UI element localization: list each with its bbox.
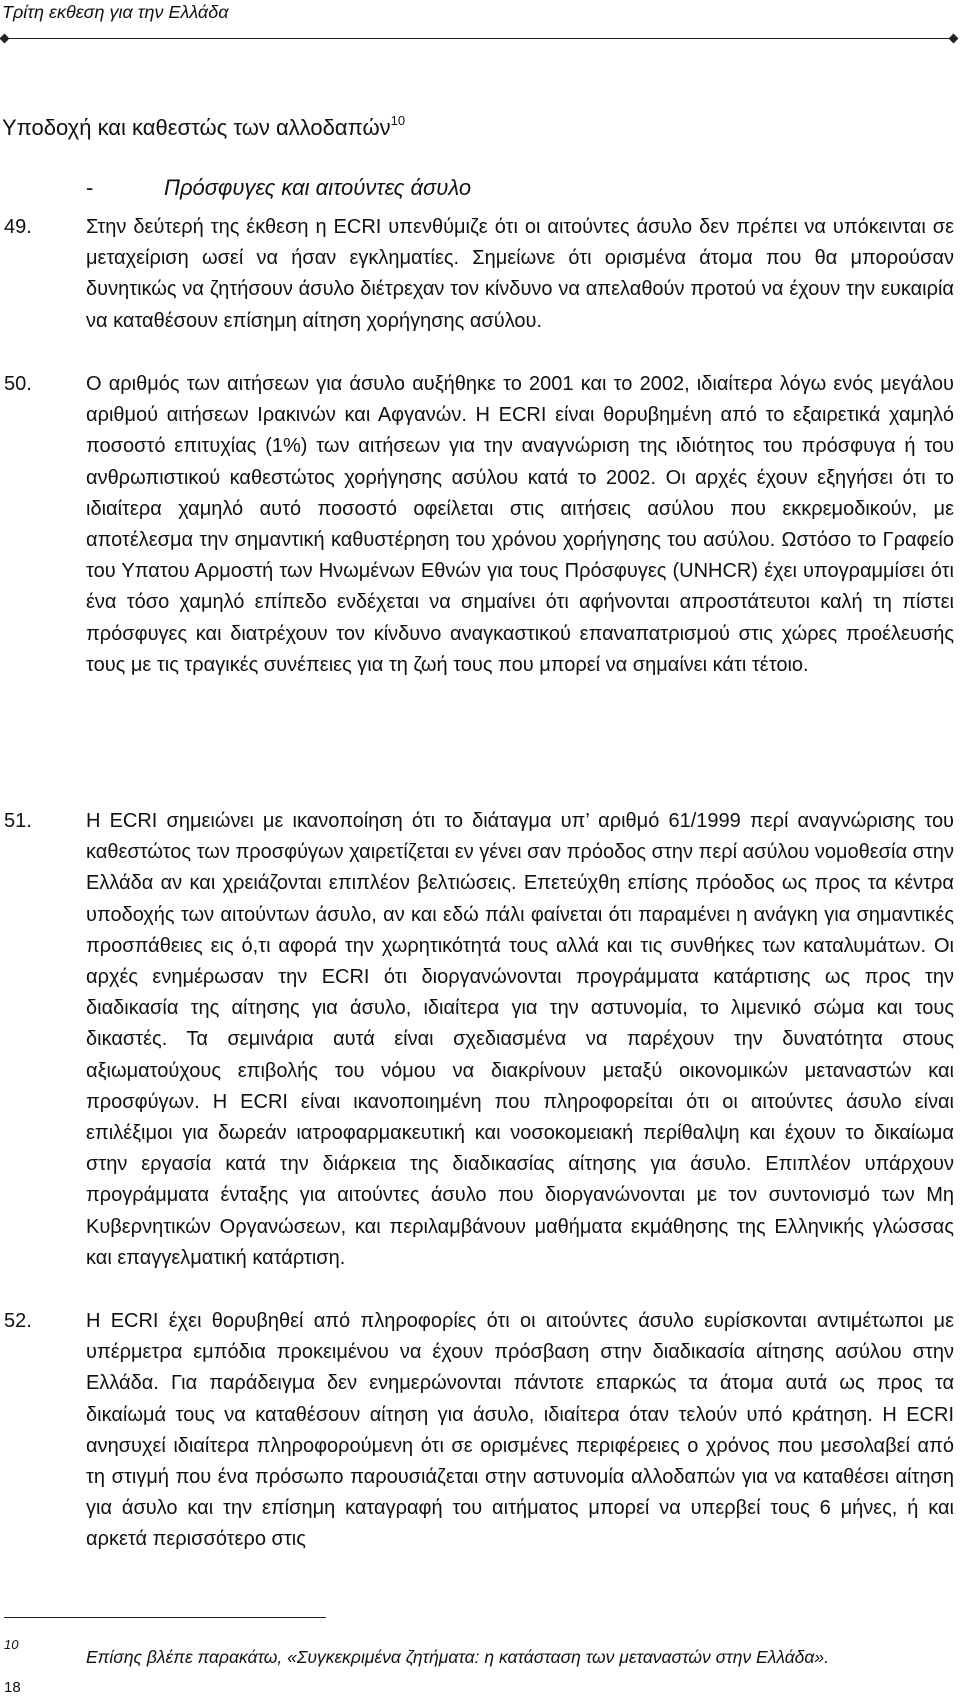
section-heading: [2, 114, 405, 142]
paragraph-number: 49.: [4, 216, 32, 238]
section-heading-text: Υποδοχή και καθεστώς των αλλοδαπών: [2, 115, 391, 140]
running-header-title: Τρίτη εκθεση για την Ελλάδα: [2, 2, 229, 22]
paragraph-text: Η ECRI σημειώνει με ικανοποίηση ότι το διάταγμα υπ’ αριθμό 61/1999 περί αναγνώρισης του καθεστώτος των προσφύγων χαιρετίζεται εν γένει σαν πρόοδος στην περί ασύλου νομοθεσία στην Ελλάδα αν και χρειάζονται επιπλέον βελτιώσεις. Επετεύχθη επίσης πρόοδος ως προς τα κέντρα υποδοχής των αιτούντων άσυλο, αν και εδώ πάλι φαίνεται ότι παραμένει η ανάγκη για σημαντικές προσπάθειες εις ό,τι αφορά την χωρητικότητά τους αλλά και τις συνθήκες των καταλυμάτων. Οι αρχές ενημέρωσαν την ECRI ότι διοργανώνονται προγράμματα κατάρτισης ως προς την διαδικασία της αίτησης για άσυλο, ιδιαίτερα για την αστυνομία, το λιμενικό σώμα και τους δικαστές. Τα σεμινάρια αυτά είναι σχεδιασμένα να παρέχουν την δυνατότητα στους αξιωματούχους επιβολής του νόμου να διακρίνουν μεταξύ οικονομικών μεταναστών και προσφύγων. Η ECRI είναι ικανοποιημένη που πληροφορείται ότι οι αιτούντες άσυλο είναι επιλέξιμοι για δωρεάν ιατροφαρμακευτική και νοσοκομειακή περίθαλψη και έχουν το δικαίωμα στην εργασία κατά την διάρκεια της διαδικασίας αίτησης για άσυλο. Επιπλέον υπάρχουν προγράμματα ένταξης για αιτούντες άσυλο που διοργανώνονται με τον συντονισμό των Μη Κυβερνητικών Οργανώσεων, και περιλαμβάνουν μαθήματα εκμάθησης της Ελληνικής γλώσσας και επαγγελματική κατάρτιση.: [86, 810, 954, 1269]
header-rule-line: [4, 38, 954, 39]
header-rule-left-diamond: [0, 34, 9, 44]
paragraph-number: 52.: [4, 1310, 32, 1332]
paragraph-text: Η ECRI έχει θορυβηθεί από πληροφορίες ότι οι αιτούντες άσυλο ευρίσκονται αντιμέτωποι με υπέρμετρα εμπόδια προκειμένου να έχουν πρόσβαση στην διαδικασία αίτησης ασύλου στην Ελλάδα. Για παράδειγμα δεν ενημερώνονται πάντοτε επαρκώς τα άτομα αυτά ως προς τα δικαίωμά τους να καταθέσουν αίτηση για άσυλο, ιδιαίτερα όταν τελούν υπό κράτηση. Η ECRI ανησυχεί ιδιαίτερα πληροφορούμενη ότι σε ορισμένες περιφέρειες ο χρόνος που μεσολαβεί από τη στιγμή που ένα πρόσωπο παρουσιάζεται στην αστυνομία αλλοδαπών για να καταθέσει αίτηση για άσυλο και την επίσημη καταγραφή του αιτήματος μπορεί να υπερβεί τους 6 μήνες, ή και αρκετά περισσότερο στις: [86, 1310, 954, 1551]
page-number: 18: [4, 1679, 21, 1696]
subheading-text: Πρόσφυγες και αιτούντες άσυλο: [164, 175, 472, 200]
heading-footnote-ref[interactable]: 10: [390, 113, 406, 128]
footnote-text: Επίσης βλέπε παρακάτω, «Συγκεκριμένα ζητήματα: η κατάσταση των μεταναστών στην Ελλάδα».: [86, 1647, 829, 1667]
paragraph-text: Ο αριθμός των αιτήσεων για άσυλο αυξήθηκε το 2001 και το 2002, ιδιαίτερα λόγω ενός μεγάλου αριθμού αιτήσεων Ιρακινών και Αφγανών. Η ECRI είναι θορυβημένη από το εξαιρετικά χαμηλό ποσοστό επιτυχίας (1%) των αιτήσεων για την αναγνώριση της ιδιότητος του πρόσφυγα ή του ανθρωπιστικού καθεστώτος χορήγησης ασύλου κατά το 2002. Οι αρχές έχουν εξηγήσει ότι το ιδιαίτερα χαμηλό αυτό ποσοστό οφείλεται στις αιτήσεις ασύλου που εκκρεμοδικούν, με αποτέλεσμα την σημαντική καθυστέρηση του χρόνου χορήγησης του ασύλου. Ωστόσο το Γραφείο του Υπατου Αρμοστή των Ηνωμένων Εθνών για τους Πρόσφυγες (UNHCR) έχει υπογραμμίσει ότι ένα τόσο χαμηλό επίπεδο ενδέχεται να σημαίνει ότι αφήνονται απροστάτευτοι καλή τη πίστει πρόσφυγες και διατρέχουν τον κίνδυνο αναγκαστικού επαναπατρισμού στις χώρες προέλευσής τους με τις τραγικές συνέπειες για τη ζωή τους που μπορεί να σημαίνει κάτι τέτοιο.: [86, 373, 954, 676]
subheading: [86, 174, 471, 202]
paragraph-50: [0, 369, 956, 681]
paragraph-text: Στην δεύτερή της έκθεση η ECRI υπενθύμιζε ότι οι αιτούντες άσυλο δεν πρέπει να υπόκεινται σε μεταχείριση ωσεί να ήσαν εγκληματίες. Σημείωνε ότι ορισμένα άτομα που θα μπορούσαν δυνητικώς να ζητήσουν άσυλο διέτρεχαν τον κίνδυνο να απελαθούν προτού να έχουν την ευκαιρία να καταθέσουν επίσημη αίτηση χορήγησης ασύλου.: [86, 216, 954, 332]
paragraph-number: 51.: [4, 810, 32, 832]
paragraph-52: [0, 1306, 956, 1556]
paragraph-number: 50.: [4, 373, 32, 395]
paragraph-51: [0, 806, 956, 1274]
paragraph-49: [0, 212, 956, 337]
footnote-separator: [4, 1617, 326, 1618]
header-rule-right-diamond: [949, 34, 959, 44]
subheading-dash: -: [86, 175, 94, 200]
footnote-number: 10: [4, 1637, 19, 1652]
